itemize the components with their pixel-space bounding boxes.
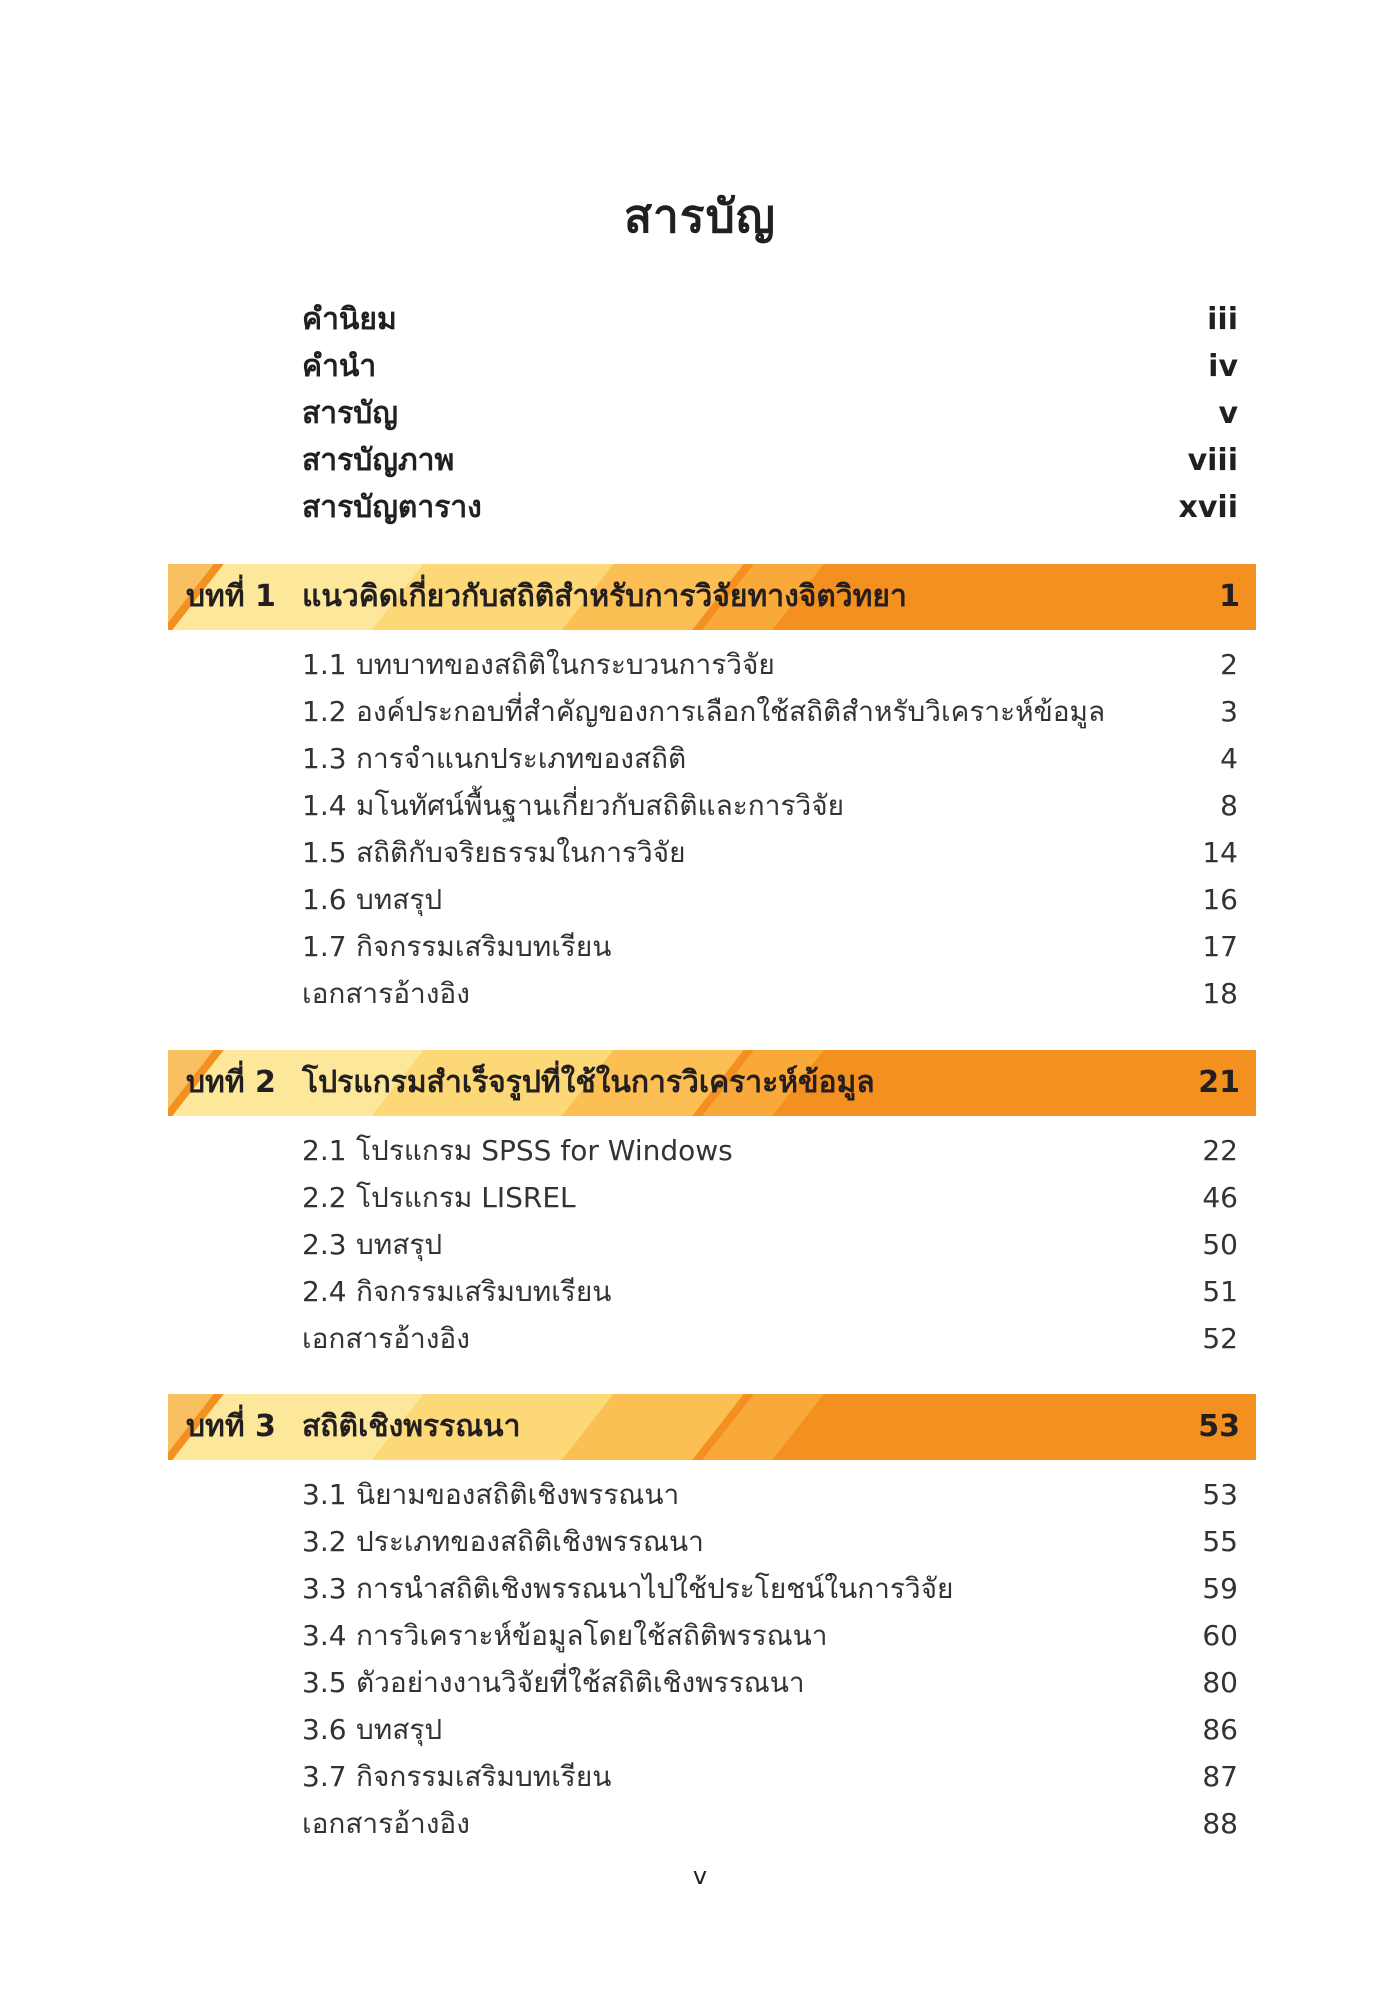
entry-label: ประเภทของสถิติเชิงพรรณนา — [356, 1525, 704, 1558]
entry-page: v — [1218, 396, 1238, 431]
entry-page: 86 — [1202, 1713, 1238, 1746]
entry-page: 2 — [1220, 648, 1238, 681]
entry-page: 50 — [1202, 1228, 1238, 1261]
section-number: 1.5 — [302, 836, 347, 869]
entry-label: บทบาทของสถิติในกระบวนการวิจัย — [356, 648, 775, 681]
section-number: 2.1 — [302, 1134, 347, 1167]
front-matter-list — [302, 296, 1238, 531]
section-number: 3.7 — [302, 1760, 347, 1793]
chapter-3-entries — [302, 1471, 1238, 1847]
entry-label: การจำแนกประเภทของสถิติ — [356, 742, 687, 775]
section-number: 3.4 — [302, 1619, 347, 1652]
entry-page: 46 — [1202, 1181, 1238, 1214]
entry-label: กิจกรรมเสริมบทเรียน — [356, 1275, 612, 1308]
section-number: 3.5 — [302, 1666, 347, 1699]
toc-entry[interactable] — [302, 1612, 1238, 1659]
toc-entry[interactable] — [302, 1471, 1238, 1518]
entry-label: สถิติกับจริยธรรมในการวิจัย — [356, 836, 686, 869]
chapter-title: โปรแกรมสำเร็จรูปที่ใช้ในการวิเคราะห์ข้อมูล — [302, 1065, 875, 1100]
toc-entry[interactable] — [302, 688, 1238, 735]
entry-label: สารบัญภาพ — [302, 443, 455, 478]
toc-entry-references[interactable] — [302, 1800, 1238, 1847]
toc-entry[interactable] — [302, 1127, 1238, 1174]
chapter-title: สถิติเชิงพรรณนา — [302, 1409, 521, 1444]
chapter-3-header[interactable] — [168, 1394, 1256, 1460]
entry-label: บทสรุป — [356, 1228, 443, 1261]
entry-label: บทสรุป — [356, 883, 443, 916]
entry-label: เอกสารอ้างอิง — [302, 1322, 470, 1355]
section-number: 1.7 — [302, 930, 347, 963]
section-number: 1.4 — [302, 789, 347, 822]
toc-entry[interactable] — [302, 1565, 1238, 1612]
section-number: 2.4 — [302, 1275, 347, 1308]
entry-page: 3 — [1220, 695, 1238, 728]
chapter-1-entries — [302, 641, 1238, 1017]
section-number: 3.6 — [302, 1713, 347, 1746]
chapter-2-entries — [302, 1127, 1238, 1362]
entry-label: คำนำ — [302, 349, 377, 384]
toc-entry[interactable] — [302, 1753, 1238, 1800]
section-number: 1.2 — [302, 695, 347, 728]
toc-entry-references[interactable] — [302, 1315, 1238, 1362]
entry-page: 18 — [1202, 977, 1238, 1010]
entry-page: 16 — [1202, 883, 1238, 916]
section-number: 3.2 — [302, 1525, 347, 1558]
toc-entry-front[interactable] — [302, 437, 1238, 484]
toc-entry[interactable] — [302, 1268, 1238, 1315]
chapter-number: บทที่ 2 — [186, 1065, 276, 1100]
entry-label: โปรแกรม SPSS for Windows — [356, 1134, 733, 1167]
entry-label: กิจกรรมเสริมบทเรียน — [356, 930, 612, 963]
section-number: 3.3 — [302, 1572, 347, 1605]
entry-label: มโนทัศน์พื้นฐานเกี่ยวกับสถิติและการวิจัย — [356, 789, 845, 822]
entry-page: 52 — [1202, 1322, 1238, 1355]
toc-entry[interactable] — [302, 1706, 1238, 1753]
section-number: 2.3 — [302, 1228, 347, 1261]
entry-page: 60 — [1202, 1619, 1238, 1652]
entry-page: 59 — [1202, 1572, 1238, 1605]
entry-label: ตัวอย่างงานวิจัยที่ใช้สถิติเชิงพรรณนา — [356, 1666, 805, 1699]
entry-page: 88 — [1202, 1807, 1238, 1840]
chapter-page: 21 — [1198, 1065, 1240, 1100]
entry-page: 4 — [1220, 742, 1238, 775]
toc-entry[interactable] — [302, 923, 1238, 970]
entry-label: กิจกรรมเสริมบทเรียน — [356, 1760, 612, 1793]
section-number: 1.1 — [302, 648, 347, 681]
entry-page: 14 — [1202, 836, 1238, 869]
entry-label: บทสรุป — [356, 1713, 443, 1746]
chapter-page: 53 — [1198, 1409, 1240, 1444]
toc-entry-front[interactable] — [302, 296, 1238, 343]
toc-entry[interactable] — [302, 1518, 1238, 1565]
entry-label: เอกสารอ้างอิง — [302, 977, 470, 1010]
toc-entry-front[interactable] — [302, 484, 1238, 531]
toc-entry[interactable] — [302, 829, 1238, 876]
entry-page: 87 — [1202, 1760, 1238, 1793]
toc-entry[interactable] — [302, 876, 1238, 923]
page-number-footer: v — [692, 1862, 708, 1890]
entry-page: 53 — [1202, 1478, 1238, 1511]
chapter-number: บทที่ 3 — [186, 1409, 276, 1444]
section-number: 1.6 — [302, 883, 347, 916]
entry-label: โปรแกรม LISREL — [356, 1181, 576, 1214]
entry-label: นิยามของสถิติเชิงพรรณนา — [356, 1478, 680, 1511]
toc-entry[interactable] — [302, 1174, 1238, 1221]
toc-entry[interactable] — [302, 735, 1238, 782]
entry-label: การวิเคราะห์ข้อมูลโดยใช้สถิติพรรณนา — [356, 1619, 828, 1652]
chapter-page: 1 — [1219, 579, 1240, 614]
entry-page: iv — [1208, 349, 1238, 384]
entry-page: xvii — [1178, 490, 1238, 525]
toc-entry[interactable] — [302, 1659, 1238, 1706]
entry-page: 22 — [1202, 1134, 1238, 1167]
section-number: 2.2 — [302, 1181, 347, 1214]
section-number: 1.3 — [302, 742, 347, 775]
entry-page: 8 — [1220, 789, 1238, 822]
toc-entry[interactable] — [302, 1221, 1238, 1268]
page-title: สารบัญ — [623, 189, 776, 243]
entry-page: 55 — [1202, 1525, 1238, 1558]
entry-page: 17 — [1202, 930, 1238, 963]
chapter-number: บทที่ 1 — [186, 579, 276, 614]
toc-entry-front[interactable] — [302, 390, 1238, 437]
entry-label: เอกสารอ้างอิง — [302, 1807, 470, 1840]
toc-entry-references[interactable] — [302, 970, 1238, 1017]
entry-page: 51 — [1202, 1275, 1238, 1308]
entry-label: สารบัญ — [302, 396, 398, 431]
chapter-1-header[interactable] — [168, 564, 1256, 630]
entry-label: การนำสถิติเชิงพรรณนาไปใช้ประโยชน์ในการวิจัย — [356, 1572, 954, 1605]
toc-entry[interactable] — [302, 641, 1238, 688]
entry-page: 80 — [1202, 1666, 1238, 1699]
toc-entry[interactable] — [302, 782, 1238, 829]
entry-page: iii — [1207, 302, 1238, 337]
chapter-2-header[interactable] — [168, 1050, 1256, 1116]
section-number: 3.1 — [302, 1478, 347, 1511]
entry-label: สารบัญตาราง — [302, 490, 482, 525]
entry-label: องค์ประกอบที่สำคัญของการเลือกใช้สถิติสำหรับวิเคราะห์ข้อมูล — [356, 695, 1106, 728]
toc-entry-front[interactable] — [302, 343, 1238, 390]
entry-label: คำนิยม — [302, 302, 397, 337]
entry-page: viii — [1187, 443, 1238, 478]
chapter-title: แนวคิดเกี่ยวกับสถิติสำหรับการวิจัยทางจิตวิทยา — [302, 579, 907, 614]
